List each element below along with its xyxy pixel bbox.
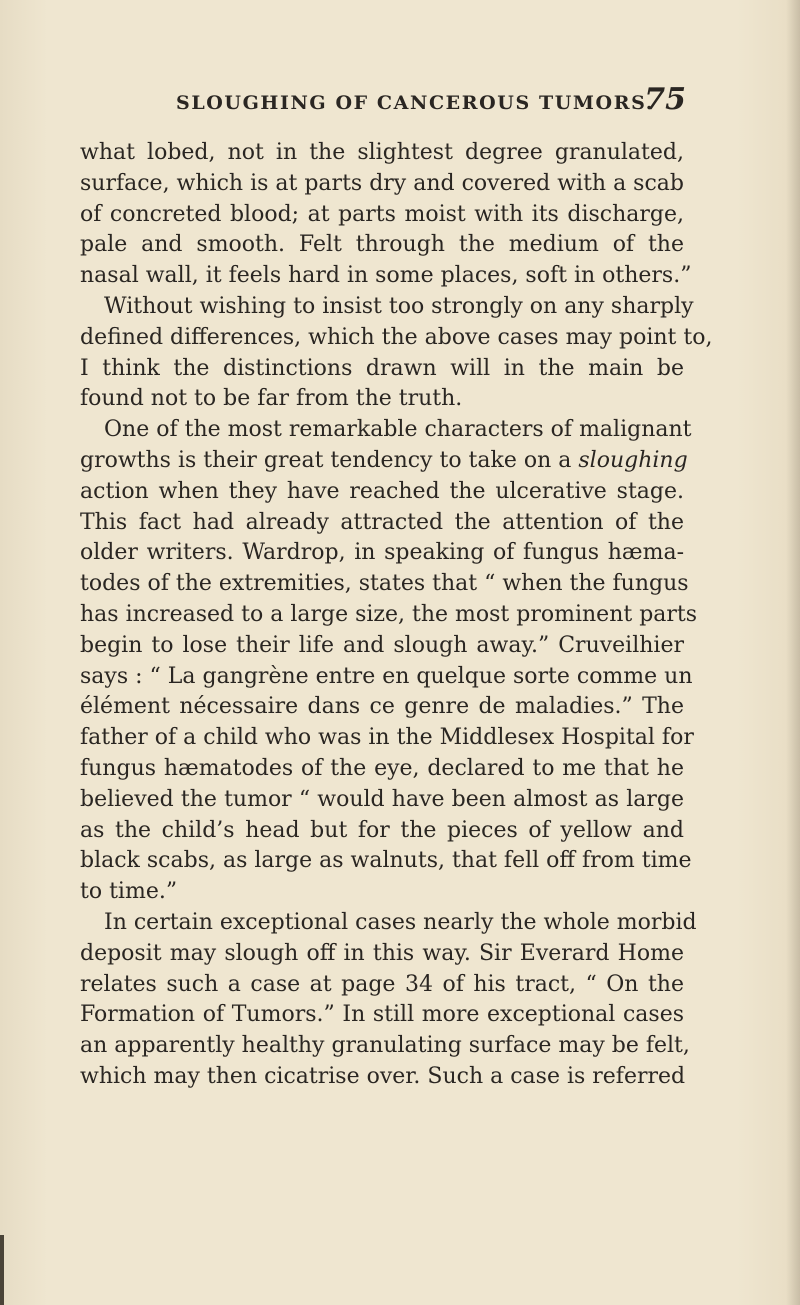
page-header: [176, 82, 686, 128]
text-line: Formation of Tumors.” In still more exceptional cases: [80, 1002, 684, 1028]
text-line: has increased to a large size, the most prominent parts: [80, 601, 698, 627]
text-line: found not to be far from the truth.: [80, 386, 463, 412]
page-number: 75: [644, 82, 686, 117]
text-line: father of a child who was in the Middlesex Hospital for: [80, 725, 694, 751]
text-line: One of the most remarkable characters of malignant: [104, 417, 692, 443]
text-line: relates such a case at page 34 of his tract, “ On the: [80, 971, 684, 997]
text-line: élément nécessaire dans ce genre de maladies.” The: [80, 694, 684, 720]
text-line: fungus hæmatodes of the eye, declared to me that he: [80, 755, 684, 781]
text-line: Without wishing to insist too strongly on any sharply: [104, 293, 694, 319]
text-fragment: growths is their great tendency to take on a: [80, 447, 579, 473]
text-line: begin to lose their life and slough away.” Cruveilhier: [80, 632, 684, 658]
text-line: as the child’s head but for the pieces of yellow and: [80, 817, 684, 843]
text-line: older writers. Wardrop, in speaking of fungus hæma-: [80, 540, 684, 566]
text-line: I think the distinctions drawn will in the main be: [80, 355, 684, 381]
text-line: action when they have reached the ulcerative stage.: [80, 478, 684, 504]
text-line: says : “ La gangrène entre en quelque sorte comme un: [80, 663, 693, 689]
text-line: an apparently healthy granulating surface may be felt,: [80, 1033, 690, 1059]
text-line: todes of the extremities, states that “ when the fungus: [80, 571, 689, 597]
page-edge-shadow: [786, 0, 800, 1305]
text-line: to time.”: [80, 879, 178, 905]
text-line: This fact had already attracted the attention of the: [80, 509, 684, 535]
text-line: [80, 446, 688, 477]
text-line: black scabs, as large as walnuts, that fell off from time: [80, 848, 692, 874]
text-line: which may then cicatrise over. Such a case is referred: [80, 1063, 686, 1089]
binding-mark: [0, 1235, 4, 1305]
text-line: nasal wall, it feels hard in some places, soft in others.”: [80, 263, 692, 289]
italic-word: sloughing: [578, 447, 688, 473]
text-line: pale and smooth. Felt through the medium of the: [80, 232, 684, 258]
text-line: deposit may slough off in this way. Sir Everard Home: [80, 940, 684, 966]
text-line: defined differences, which the above cases may point to,: [80, 324, 713, 350]
running-title: SLOUGHING OF CANCEROUS TUMORS.: [176, 92, 654, 114]
body-text: [80, 138, 713, 1093]
text-line: In certain exceptional cases nearly the whole morbid: [104, 909, 697, 935]
text-line: believed the tumor “ would have been almost as large: [80, 786, 684, 812]
text-line: of concreted blood; at parts moist with its discharge,: [80, 201, 684, 227]
text-line: what lobed, not in the slightest degree granulated,: [80, 140, 684, 165]
text-line: surface, which is at parts dry and covered with a scab: [80, 170, 684, 196]
